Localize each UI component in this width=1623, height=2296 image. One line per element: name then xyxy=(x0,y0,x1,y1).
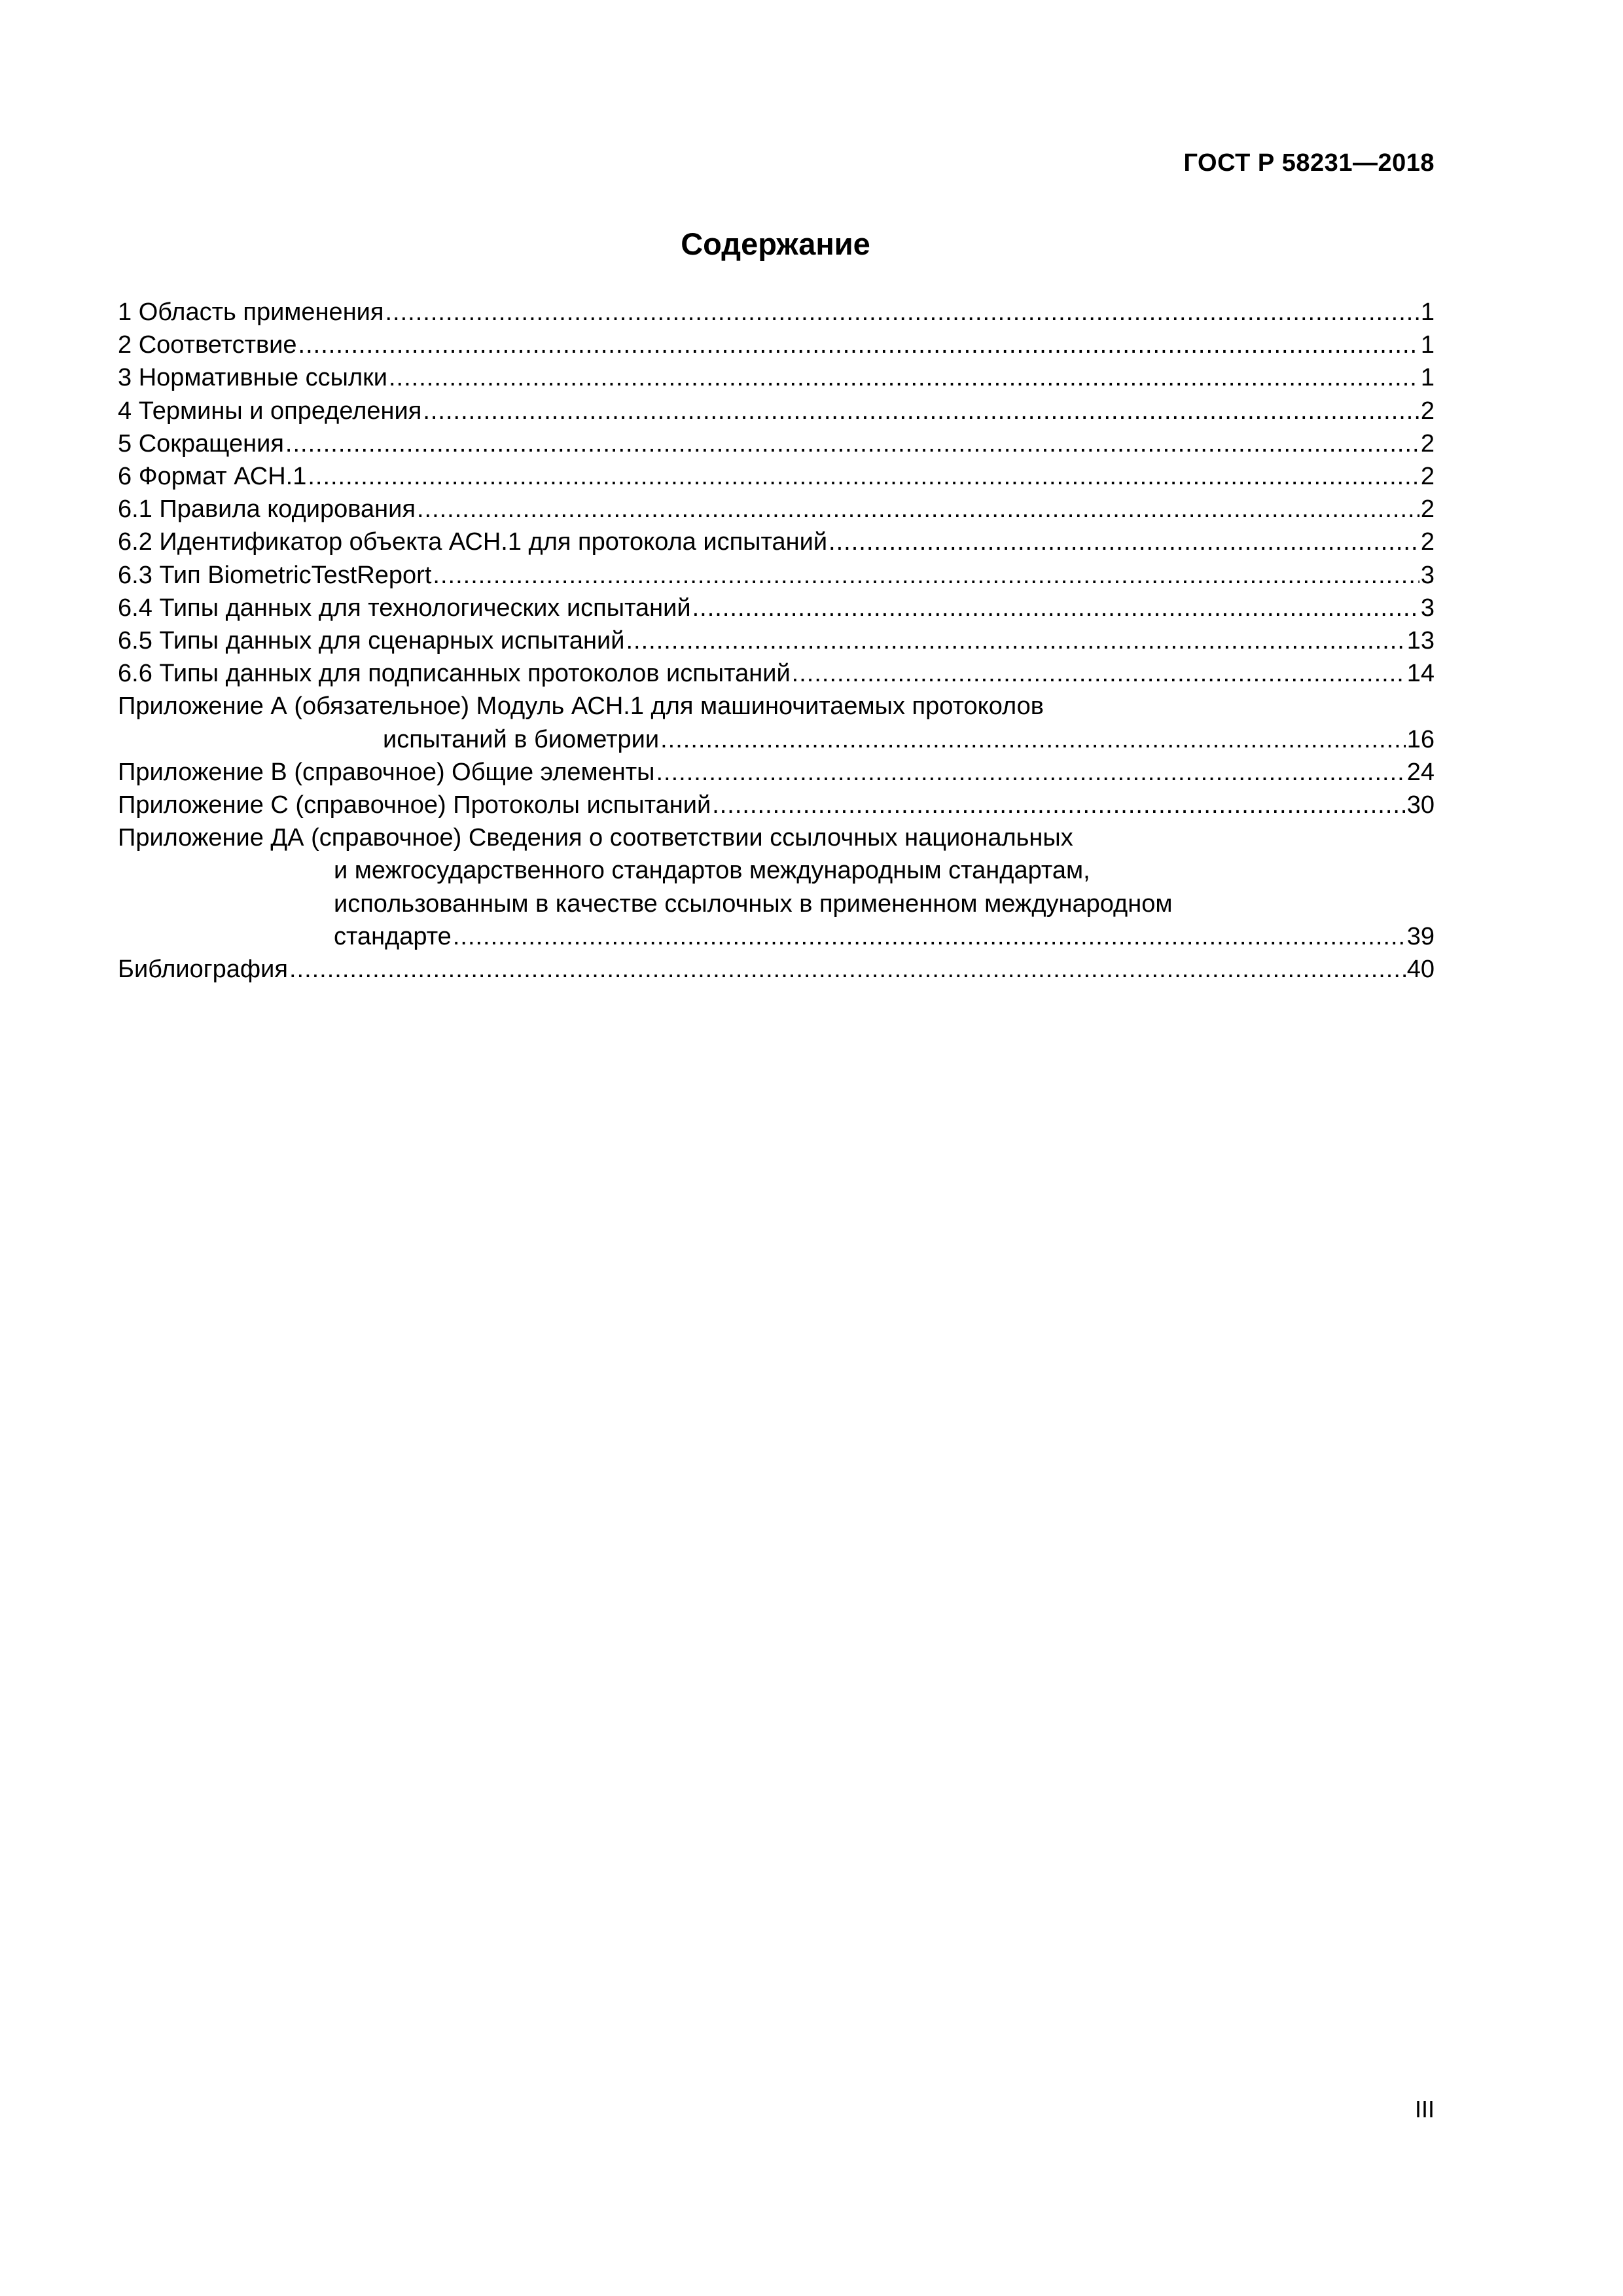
toc-entry-page: 1 xyxy=(1420,364,1435,392)
toc-entry-page: 1 xyxy=(1420,298,1435,326)
toc-entry-abbreviations[interactable] xyxy=(118,427,1435,460)
toc-entry-technology-tests[interactable] xyxy=(118,592,1435,624)
toc-entry-encoding-rules[interactable] xyxy=(118,493,1435,526)
toc-entry-appendix-da[interactable] xyxy=(118,821,1435,953)
toc-dot-leader xyxy=(712,789,1406,821)
page-number: III xyxy=(1414,2096,1435,2123)
toc-dot-leader xyxy=(289,953,1406,986)
toc-entry-signed-reports[interactable] xyxy=(118,657,1435,690)
toc-entry-text: 6.3 Тип BiometricTestReport xyxy=(118,561,432,589)
toc-dot-leader xyxy=(298,329,1419,361)
toc-entry-page: 3 xyxy=(1420,561,1435,589)
toc-entry-text: 3 Нормативные ссылки xyxy=(118,364,387,392)
toc-entry-page: 40 xyxy=(1406,956,1435,984)
toc-dot-leader xyxy=(692,592,1419,624)
toc-entry-text: 2 Соответствие xyxy=(118,331,297,359)
toc-dot-leader xyxy=(660,723,1406,756)
toc-dot-leader xyxy=(453,920,1406,953)
toc-dot-leader xyxy=(389,361,1419,394)
toc-entry-object-identifier[interactable] xyxy=(118,526,1435,558)
toc-entry-text: 4 Термины и определения xyxy=(118,397,422,425)
toc-entry-page: 2 xyxy=(1420,429,1435,457)
toc-entry-text: Приложение В (справочное) Общие элементы xyxy=(118,758,655,786)
toc-entry-bibliography[interactable] xyxy=(118,953,1435,986)
toc-entry-text: 1 Область применения xyxy=(118,298,384,326)
document-code: ГОСТ Р 58231—2018 xyxy=(1183,149,1435,177)
toc-dot-leader xyxy=(285,427,1419,460)
toc-entry-page: 1 xyxy=(1420,331,1435,359)
toc-entry-text-continued: испытаний в биометрии xyxy=(383,725,660,753)
toc-entry-text: 6.4 Типы данных для технологических испытаний xyxy=(118,594,691,622)
toc-entry-biometric-test-report[interactable] xyxy=(118,559,1435,592)
toc-entry-page: 16 xyxy=(1406,725,1435,753)
toc-dot-leader xyxy=(792,657,1406,690)
toc-entry-page: 30 xyxy=(1406,791,1435,819)
toc-dot-leader xyxy=(829,526,1419,558)
toc-dot-leader xyxy=(423,395,1419,427)
toc-entry-page: 2 xyxy=(1420,528,1435,556)
toc-entry-text: Библиография xyxy=(118,956,288,984)
toc-entry-appendix-b[interactable] xyxy=(118,756,1435,789)
toc-entry-terms[interactable] xyxy=(118,395,1435,427)
toc-entry-text: Приложение ДА (справочное) Сведения о соответствии ссылочных национальных xyxy=(118,824,1073,852)
toc-entry-text: 6.1 Правила кодирования xyxy=(118,495,416,524)
toc-entry-text: 6.6 Типы данных для подписанных протоколов испытаний xyxy=(118,660,791,688)
toc-entry-text-continued: и межгосударственного стандартов международным стандартам, xyxy=(334,857,1090,885)
toc-dot-leader xyxy=(385,296,1419,329)
toc-entry-appendix-a[interactable] xyxy=(118,690,1435,755)
toc-entry-page: 2 xyxy=(1420,397,1435,425)
toc-entry-page: 2 xyxy=(1420,463,1435,491)
toc-dot-leader xyxy=(308,460,1419,493)
toc-entry-page: 24 xyxy=(1406,758,1435,786)
toc-entry-text: 6 Формат АСН.1 xyxy=(118,463,307,491)
toc-dot-leader xyxy=(626,624,1405,657)
toc-entry-text-continued: использованным в качестве ссылочных в примененном международном xyxy=(334,889,1173,918)
toc-entry-text: Приложение С (справочное) Протоколы испытаний xyxy=(118,791,711,819)
table-of-contents xyxy=(118,296,1435,986)
toc-dot-leader xyxy=(433,559,1419,592)
toc-entry-page: 39 xyxy=(1406,922,1435,950)
toc-entry-page: 14 xyxy=(1406,660,1435,688)
toc-entry-text: Приложение А (обязательное) Модуль АСН.1 для машиночитаемых протоколов xyxy=(118,692,1044,721)
toc-entry-page: 13 xyxy=(1406,627,1435,655)
toc-dot-leader xyxy=(656,756,1406,789)
toc-title: Содержание xyxy=(681,226,870,261)
toc-dot-leader xyxy=(417,493,1419,526)
toc-entry-asn1-format[interactable] xyxy=(118,460,1435,493)
toc-entry-text: 6.2 Идентификатор объекта АСН.1 для протокола испытаний xyxy=(118,528,828,556)
toc-entry-text: 5 Сокращения xyxy=(118,429,284,457)
toc-entry-text-continued: стандарте xyxy=(334,922,452,950)
toc-entry-scope[interactable] xyxy=(118,296,1435,329)
toc-entry-text: 6.5 Типы данных для сценарных испытаний xyxy=(118,627,625,655)
toc-entry-conformance[interactable] xyxy=(118,329,1435,361)
toc-entry-scenario-tests[interactable] xyxy=(118,624,1435,657)
toc-entry-page: 2 xyxy=(1420,495,1435,524)
toc-entry-page: 3 xyxy=(1420,594,1435,622)
toc-entry-normative-references[interactable] xyxy=(118,361,1435,394)
toc-entry-appendix-c[interactable] xyxy=(118,789,1435,821)
